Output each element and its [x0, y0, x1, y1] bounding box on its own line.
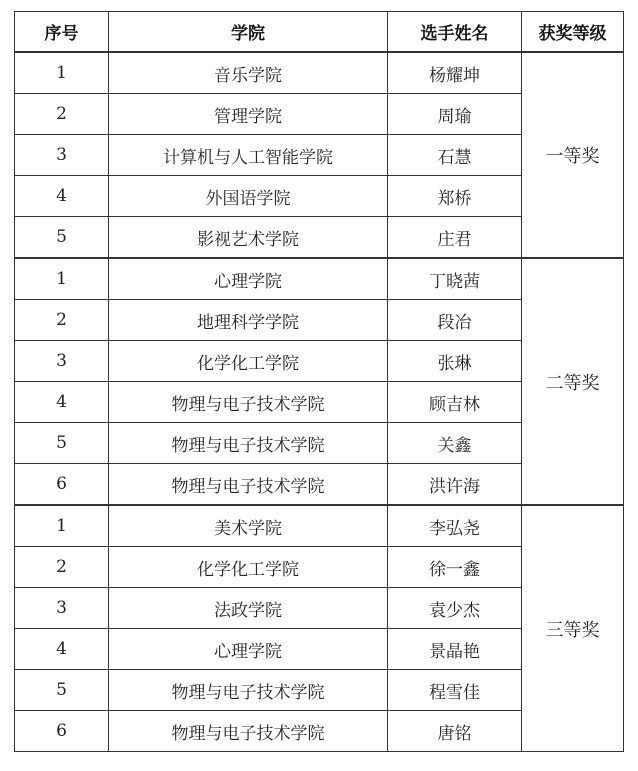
- school-cell: 美术学院: [109, 505, 388, 547]
- row-number: 3: [15, 135, 109, 176]
- header-prize: 获奖等级: [522, 12, 624, 53]
- contestant-name: 庄君: [388, 217, 522, 259]
- prize-level: 二等奖: [522, 258, 624, 505]
- school-cell: 物理与电子技术学院: [109, 464, 388, 506]
- school-cell: 管理学院: [109, 94, 388, 135]
- row-number: 2: [15, 94, 109, 135]
- header-name: 选手姓名: [388, 12, 522, 53]
- contestant-name: 关鑫: [388, 423, 522, 464]
- table-body: [15, 52, 624, 752]
- school-cell: 音乐学院: [109, 52, 388, 94]
- contestant-name: 洪许海: [388, 464, 522, 506]
- row-number: 5: [15, 670, 109, 711]
- school-cell: 外国语学院: [109, 176, 388, 217]
- school-cell: 物理与电子技术学院: [109, 711, 388, 752]
- row-number: 3: [15, 341, 109, 382]
- school-cell: 法政学院: [109, 588, 388, 629]
- contestant-name: 徐一鑫: [388, 547, 522, 588]
- school-cell: 物理与电子技术学院: [109, 382, 388, 423]
- contestant-name: 张琳: [388, 341, 522, 382]
- header-row: [15, 12, 624, 53]
- contestant-name: 石慧: [388, 135, 522, 176]
- school-cell: 物理与电子技术学院: [109, 670, 388, 711]
- header-school: 学院: [109, 12, 388, 53]
- contestant-name: 周瑜: [388, 94, 522, 135]
- contestant-name: 顾吉林: [388, 382, 522, 423]
- contestant-name: 袁少杰: [388, 588, 522, 629]
- school-cell: 物理与电子技术学院: [109, 423, 388, 464]
- school-cell: 影视艺术学院: [109, 217, 388, 259]
- table-row: [15, 505, 624, 547]
- contestant-name: 唐铭: [388, 711, 522, 752]
- school-cell: 地理科学学院: [109, 300, 388, 341]
- row-number: 4: [15, 629, 109, 670]
- row-number: 4: [15, 382, 109, 423]
- contestant-name: 段冶: [388, 300, 522, 341]
- row-number: 3: [15, 588, 109, 629]
- contestant-name: 李弘尧: [388, 505, 522, 547]
- contestant-name: 程雪佳: [388, 670, 522, 711]
- prize-level: 一等奖: [522, 52, 624, 258]
- contestant-name: 景晶艳: [388, 629, 522, 670]
- school-cell: 计算机与人工智能学院: [109, 135, 388, 176]
- row-number: 4: [15, 176, 109, 217]
- school-cell: 心理学院: [109, 258, 388, 300]
- table-row: [15, 258, 624, 300]
- header-no: 序号: [15, 12, 109, 53]
- school-cell: 心理学院: [109, 629, 388, 670]
- row-number: 2: [15, 300, 109, 341]
- row-number: 5: [15, 217, 109, 259]
- table-row: [15, 52, 624, 94]
- row-number: 1: [15, 505, 109, 547]
- contestant-name: 杨耀坤: [388, 52, 522, 94]
- contestant-name: 郑桥: [388, 176, 522, 217]
- row-number: 6: [15, 464, 109, 506]
- prize-level: 三等奖: [522, 505, 624, 752]
- school-cell: 化学化工学院: [109, 547, 388, 588]
- row-number: 1: [15, 258, 109, 300]
- row-number: 2: [15, 547, 109, 588]
- awards-table: [14, 11, 624, 752]
- school-cell: 化学化工学院: [109, 341, 388, 382]
- row-number: 5: [15, 423, 109, 464]
- contestant-name: 丁晓茜: [388, 258, 522, 300]
- row-number: 1: [15, 52, 109, 94]
- row-number: 6: [15, 711, 109, 752]
